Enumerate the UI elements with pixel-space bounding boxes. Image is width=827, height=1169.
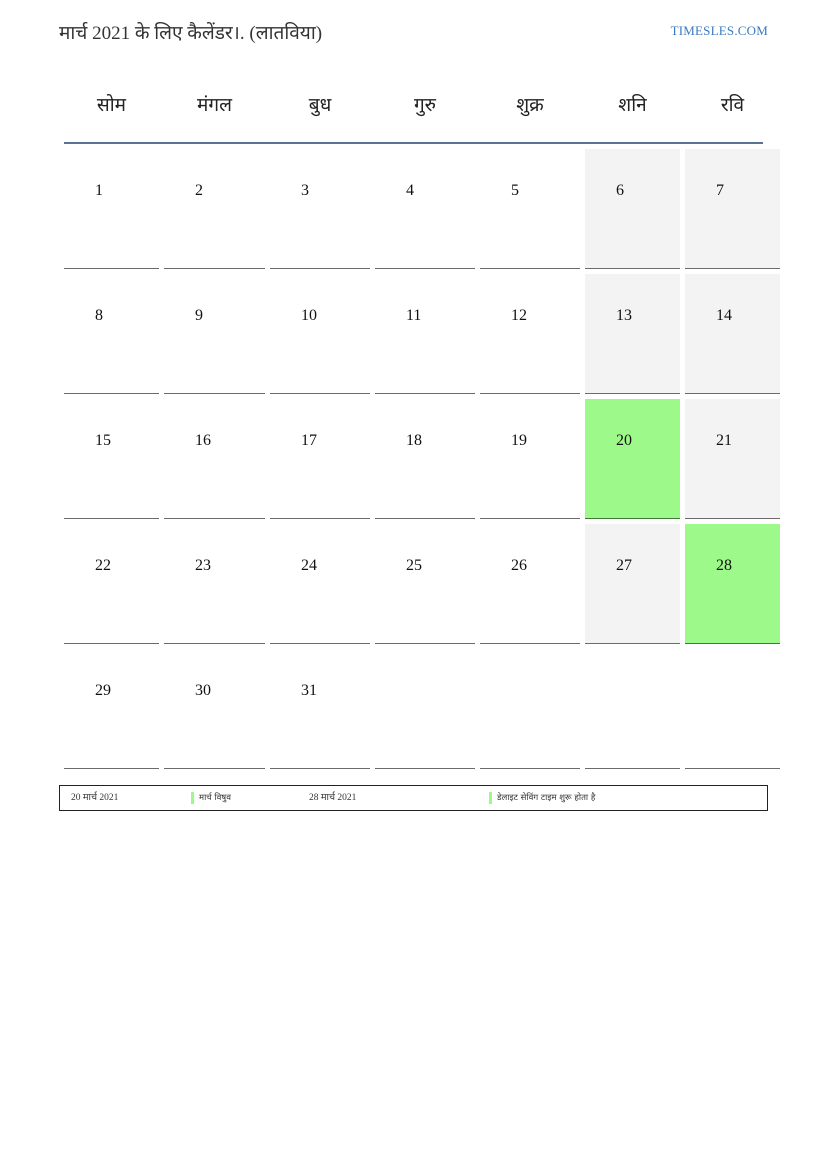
day-cell[interactable] — [375, 524, 475, 644]
site-link[interactable]: TIMESLES.COM — [670, 23, 768, 38]
day-number: 23 — [195, 557, 211, 574]
day-cell-weekend[interactable] — [585, 149, 680, 269]
day-number: 24 — [301, 557, 317, 574]
day-number: 30 — [195, 682, 211, 699]
week-row-2 — [64, 274, 763, 394]
calendar-grid — [64, 80, 763, 769]
day-cell[interactable] — [480, 524, 580, 644]
day-cell[interactable] — [480, 149, 580, 269]
weekday-mon: सोम — [96, 94, 127, 116]
day-number: 11 — [406, 307, 422, 324]
weekday-sat: शनि — [618, 94, 647, 116]
day-cell[interactable] — [164, 399, 265, 519]
day-cell[interactable] — [270, 399, 370, 519]
weekday-header — [64, 80, 763, 144]
day-cell[interactable] — [64, 399, 159, 519]
page-title: मार्च 2021 के लिए कैलेंडर।. (लातविया) — [59, 23, 323, 44]
day-cell-weekend[interactable] — [685, 399, 780, 519]
holiday-legend — [59, 785, 768, 811]
day-cell[interactable] — [270, 149, 370, 269]
day-number: 1 — [95, 182, 103, 199]
day-number: 18 — [406, 432, 422, 449]
day-cell-holiday[interactable] — [685, 524, 780, 644]
week-row-1 — [64, 149, 763, 269]
day-cell[interactable] — [480, 274, 580, 394]
day-cell[interactable] — [270, 524, 370, 644]
day-cell[interactable] — [164, 274, 265, 394]
day-cell[interactable] — [64, 149, 159, 269]
day-cell[interactable] — [164, 649, 265, 769]
day-number: 7 — [716, 182, 724, 199]
day-number: 8 — [95, 307, 103, 324]
day-number: 16 — [195, 432, 211, 449]
day-number: 21 — [716, 432, 732, 449]
day-number: 4 — [406, 182, 414, 199]
day-cell[interactable] — [64, 649, 159, 769]
day-number: 31 — [301, 682, 317, 699]
day-cell[interactable] — [164, 149, 265, 269]
day-cell[interactable] — [164, 524, 265, 644]
day-number: 15 — [95, 432, 111, 449]
day-cell-weekend[interactable] — [685, 149, 780, 269]
week-row-4 — [64, 524, 763, 644]
day-cell[interactable] — [375, 274, 475, 394]
day-number: 27 — [616, 557, 632, 574]
day-cell-empty — [585, 649, 680, 769]
day-number: 20 — [616, 432, 632, 449]
day-cell[interactable] — [64, 274, 159, 394]
week-row-3 — [64, 399, 763, 519]
weekday-tue: मंगल — [197, 94, 232, 116]
day-number: 12 — [511, 307, 527, 324]
day-number: 6 — [616, 182, 624, 199]
day-cell[interactable] — [270, 274, 370, 394]
day-cell[interactable] — [375, 149, 475, 269]
legend-color-marker — [191, 792, 194, 804]
day-cell-empty — [375, 649, 475, 769]
legend-date: 28 मार्च 2021 — [309, 793, 357, 803]
day-number: 10 — [301, 307, 317, 324]
day-cell-weekend[interactable] — [585, 524, 680, 644]
day-cell-weekend[interactable] — [585, 274, 680, 394]
day-number: 22 — [95, 557, 111, 574]
day-number: 29 — [95, 682, 111, 699]
day-cell[interactable] — [64, 524, 159, 644]
weekday-thu: गुरु — [413, 94, 437, 116]
week-row-5 — [64, 649, 763, 769]
legend-description: डेलाइट सेविंग टाइम शुरू होता है — [497, 793, 596, 803]
day-cell[interactable] — [270, 649, 370, 769]
weekday-fri: शुक्र — [516, 94, 544, 116]
day-number: 3 — [301, 182, 309, 199]
legend-date: 20 मार्च 2021 — [71, 793, 119, 803]
day-number: 13 — [616, 307, 632, 324]
day-number: 2 — [195, 182, 203, 199]
day-cell-holiday[interactable] — [585, 399, 680, 519]
day-number: 17 — [301, 432, 317, 449]
day-number: 5 — [511, 182, 519, 199]
day-cell[interactable] — [480, 399, 580, 519]
weekday-wed: बुध — [308, 94, 332, 116]
day-number: 19 — [511, 432, 527, 449]
legend-color-marker — [489, 792, 492, 804]
day-number: 9 — [195, 307, 203, 324]
day-cell[interactable] — [375, 399, 475, 519]
day-number: 28 — [716, 557, 732, 574]
day-number: 25 — [406, 557, 422, 574]
legend-description: मार्च विषुव — [199, 793, 231, 803]
day-cell-empty — [685, 649, 780, 769]
day-cell-weekend[interactable] — [685, 274, 780, 394]
day-number: 14 — [716, 307, 732, 324]
day-cell-empty — [480, 649, 580, 769]
weekday-sun: रवि — [720, 94, 745, 116]
day-number: 26 — [511, 557, 527, 574]
